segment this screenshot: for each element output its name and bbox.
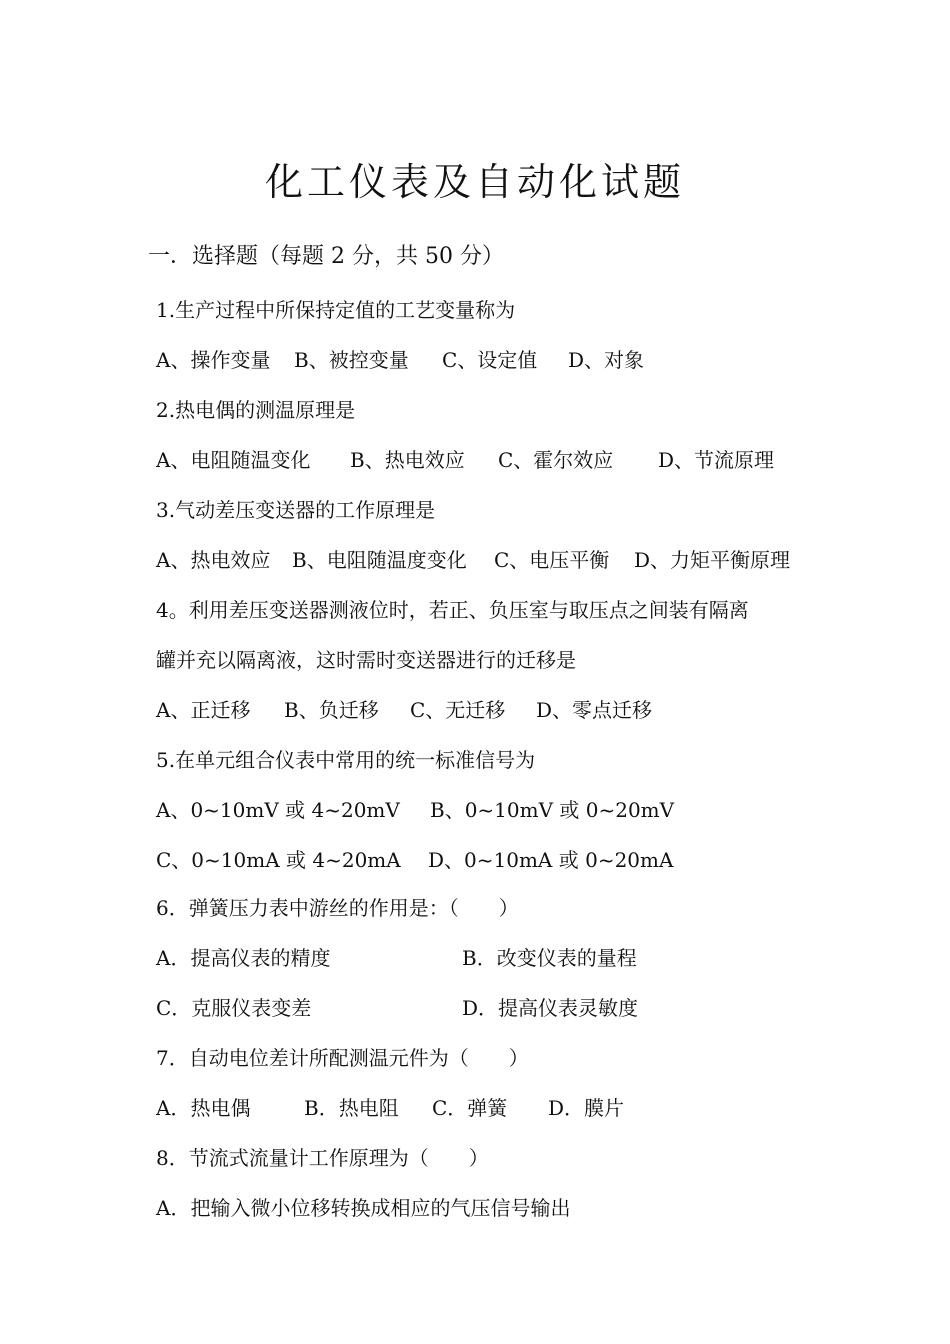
question-7-stem: 7．自动电位差计所配测温元件为（ ） (156, 1046, 529, 1070)
question-2-options (156, 444, 774, 476)
question-6-options-row-2 (156, 992, 638, 1024)
question-4-options (156, 694, 652, 726)
question-4-option-c: C、无迁移 (410, 698, 506, 722)
question-3-option-b: B、电阻随温度变化 (292, 548, 467, 572)
question-4-option-a: A、正迁移 (156, 698, 251, 722)
question-2-option-c: C、霍尔效应 (498, 448, 614, 472)
question-6-option-b: B．改变仪表的量程 (462, 946, 637, 970)
question-8-option-a: A．把输入微小位移转换成相应的气压信号输出 (156, 1196, 571, 1220)
question-1-options (156, 344, 644, 376)
question-2-option-a: A、电阻随温变化 (156, 448, 311, 472)
question-5-option-b: B、0~10mV 或 0~20mV (430, 798, 675, 822)
question-5-option-c: C、0~10mA 或 4~20mA (156, 848, 401, 872)
question-6-option-d: D．提高仪表灵敏度 (462, 996, 639, 1020)
section-heading: 一．选择题（每题 2 分，共 50 分） (148, 244, 504, 269)
question-5-stem: 5.在单元组合仪表中常用的统一标准信号为 (156, 748, 536, 772)
question-2-option-b: B、热电效应 (350, 448, 465, 472)
question-6-options-row-1 (156, 942, 637, 974)
question-2-stem: 2.热电偶的测温原理是 (156, 398, 356, 422)
question-3-stem: 3.气动差压变送器的工作原理是 (156, 498, 436, 522)
question-6-option-a: A．提高仪表的精度 (156, 946, 331, 970)
question-4-option-b: B、负迁移 (284, 698, 379, 722)
question-4-stem-line-1: 4。利用差压变送器测液位时，若正、负压室与取压点之间装有隔离 (156, 598, 749, 622)
question-7-options (156, 1092, 624, 1124)
question-8-stem: 8．节流式流量计工作原理为（ ） (156, 1146, 489, 1170)
question-5-option-a: A、0~10mV 或 4~20mV (156, 798, 400, 822)
question-7-option-c: C．弹簧 (432, 1096, 508, 1120)
question-5-options-row-1 (156, 794, 674, 826)
question-2-option-d: D、节流原理 (658, 448, 775, 472)
question-6-option-c: C．克服仪表变差 (156, 996, 312, 1020)
question-7-option-a: A．热电偶 (156, 1096, 251, 1120)
question-6-stem: 6．弹簧压力表中游丝的作用是：（ ） (156, 896, 519, 920)
question-7-option-d: D．膜片 (548, 1096, 625, 1120)
question-3-option-a: A、热电效应 (156, 548, 271, 572)
question-5-option-d: D、0~10mA 或 0~20mA (428, 848, 674, 872)
document-title: 化工仪表及自动化试题 (264, 160, 685, 204)
question-3-option-c: C、电压平衡 (494, 548, 610, 572)
question-4-option-d: D、零点迁移 (536, 698, 653, 722)
question-1-option-a: A、操作变量 (156, 348, 271, 372)
question-1-option-d: D、对象 (568, 348, 645, 372)
question-3-options (156, 544, 790, 576)
question-5-options-row-2 (156, 844, 673, 876)
question-4-stem-line-2: 罐并充以隔离液，这时需时变送器进行的迁移是 (156, 648, 576, 672)
question-1-option-b: B、被控变量 (294, 348, 409, 372)
question-3-option-d: D、力矩平衡原理 (634, 548, 791, 572)
question-1-option-c: C、设定值 (442, 348, 538, 372)
question-1-stem: 1.生产过程中所保持定值的工艺变量称为 (156, 298, 516, 322)
question-7-option-b: B．热电阻 (304, 1096, 399, 1120)
